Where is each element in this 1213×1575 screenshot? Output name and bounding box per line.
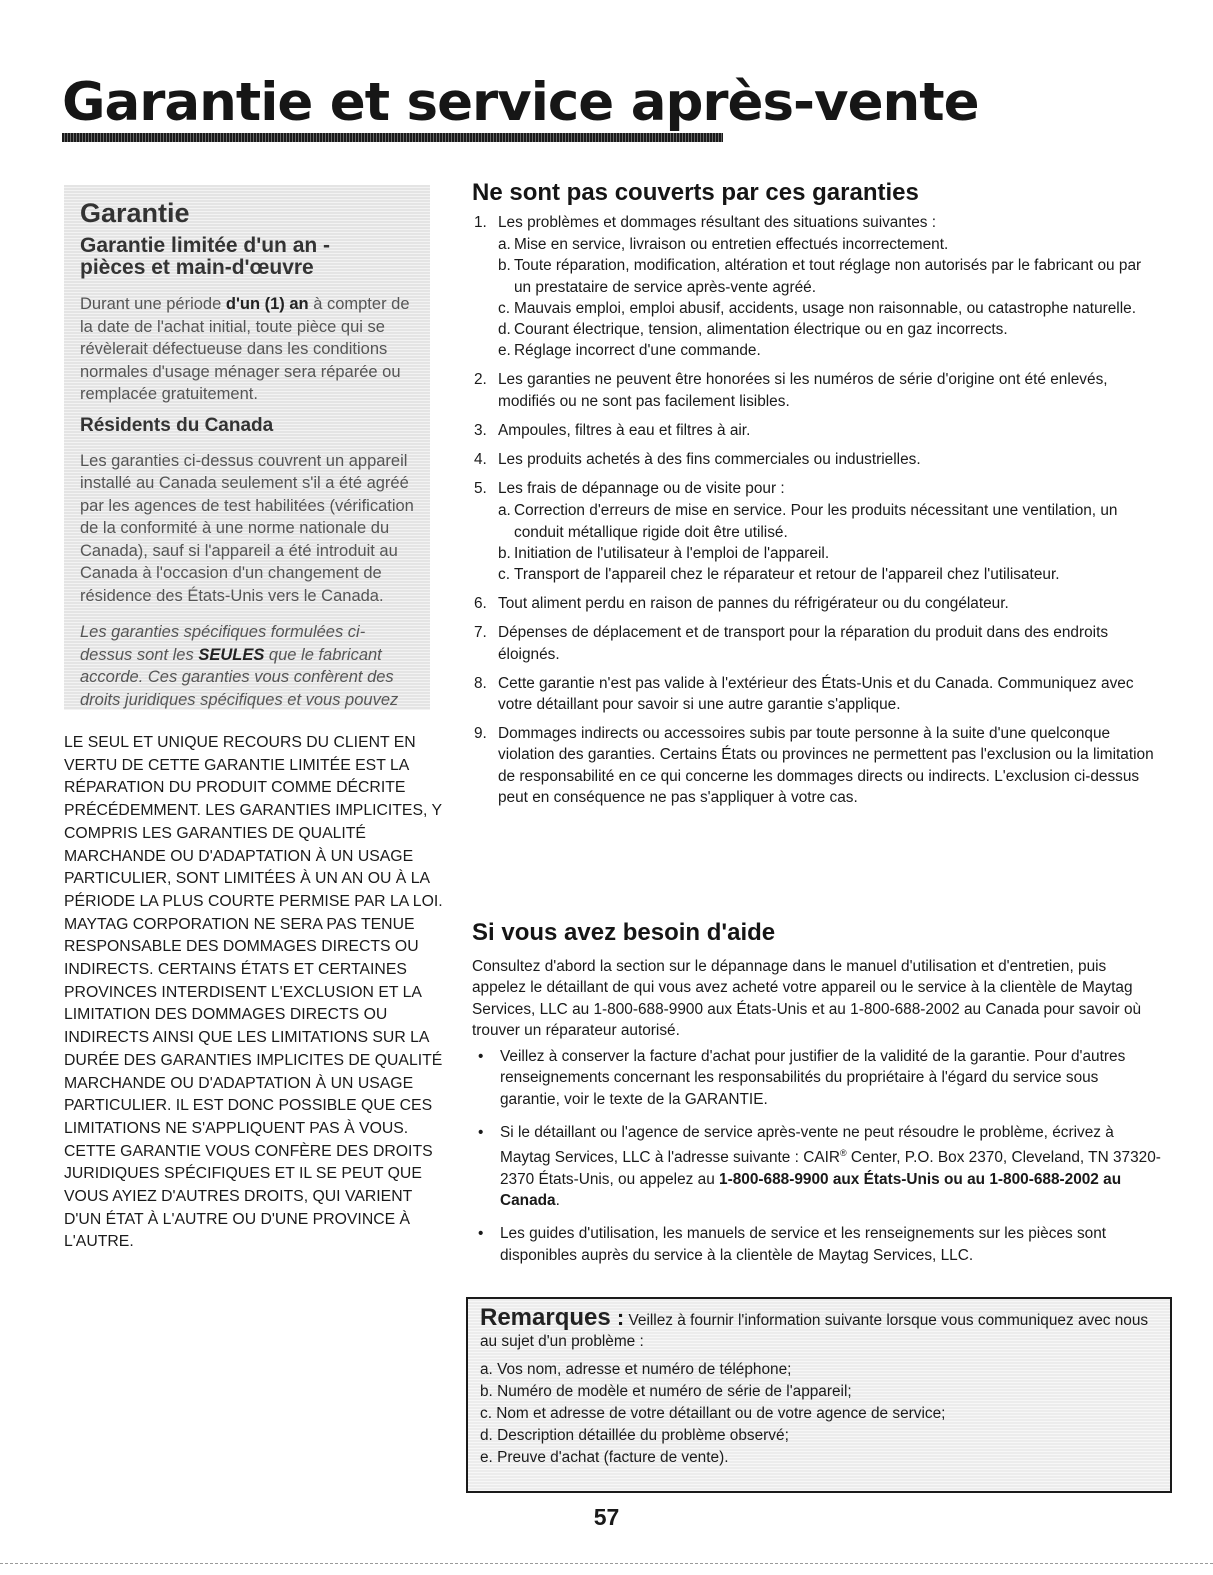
warranty-box-subtitle [80,235,416,279]
exclusions-heading: Ne sont pas couverts par ces garanties [472,179,919,206]
sub-item: a. Correction d'erreurs de mise en service. Pour les produits nécessitant une ventilation, un conduit métallique rigide doit être utilisé. [498,502,1118,541]
list-item: c. Nom et adresse de votre détaillant ou de votre agence de service; [480,1404,946,1422]
warranty-box-title: Garantie [80,198,190,228]
exclusions-list [472,212,1162,816]
subtitle-line-2: pièces et main-d'œuvre [80,256,314,279]
warranty-box [64,185,430,710]
list-item: • Les guides d'utilisation, les manuels de service et les renseignements sur les pièces sont disponibles auprès du service à la clientèle de Maytag Services, LLC. [478,1225,1107,1264]
sub-item: c. Mauvais emploi, emploi abusif, accidents, usage non raisonnable, ou catastrophe naturelle. [498,299,1136,317]
sub-item: d. Courant électrique, tension, alimentation électrique ou en gaz incorrects. [498,321,1008,339]
help-bullet-list [472,1046,1162,1278]
sub-item: b. Toute réparation, modification, altération et tout réglage non autorisés par le fabricant ou par un prestataire de service après-vente agréé. [498,257,1142,296]
list-item: b. Numéro de modèle et numéro de série de l'appareil; [480,1382,852,1400]
notes-label: Remarques [480,1304,611,1331]
bullet-icon: • [478,1225,484,1243]
list-item: a. Vos nom, adresse et numéro de téléphone; [480,1360,792,1378]
list-item: • Si le détaillant ou l'agence de service après-vente ne peut résoudre le problème, écrivez à Maytag Services, LLC à l'adresse suivante : CAIR® Center, P.O. Box 2370, Cleveland, TN 37320-2370 États-Unis, ou appelez au 1-800-688-9900 aux États-Unis ou au 1-800-688-2002 au Canada. [478,1123,1161,1209]
list-item: • Veillez à conserver la facture d'achat pour justifier de la validité de la garantie. Pour d'autres renseignements concernant les responsabilités du propriétaire à l'égard du service sous garantie, voir le texte de la GARANTIE. [478,1048,1126,1108]
specific-warranties-text: Les garanties spécifiques formulées ci-dessus sont les SEULES que le fabricant accorde. Ces garanties vous confèrent des droits juridiques spécifiques et vous pouvez [80,623,399,709]
notes-box [466,1297,1172,1493]
list-item: 5. Les frais de dépannage ou de visite pour : a. Correction d'erreurs de mise en service. Pour les produits nécessitant une ventilation, un conduit métallique rigide doit être utilisé. b. Initiation de l'utilisateur à l'emploi de l'appareil. c. Transport de l'appareil chez le réparateur et retour de l'appareil chez l'utilisateur. [472,478,1162,585]
list-item: 7. Dépenses de déplacement et de transport pour la réparation du produit dans des endroits éloignés. [474,624,1109,663]
list-item: 8. Cette garantie n'est pas valide à l'extérieur des États-Unis et du Canada. Communiquez avec votre détaillant pour savoir si une autre garantie s'applique. [474,674,1134,714]
subtitle-line-1: Garantie limitée d'un an - [80,234,331,257]
sub-list [498,500,1162,585]
list-item: 9. Dommages indirects ou accessoires subis par toute personne à la suite d'une quelconque violation des garanties. Certains États ou provinces ne permettent pas l'exclusion ou la limitation de responsabilité en ce qui concerne les dommages directs ou indirects. L'exclusion ci-dessus peut en conséquence ne pas s'appliquer à votre cas. [474,725,1154,806]
warranty-period-text: Durant une période d'un (1) an à compter de la date de l'achat initial, toute pièce qui se révèlerait défectueuse dans les conditions normales d'usage ménager sera réparée ou remplacée gratuitement. [80,295,410,403]
sub-item: c. Transport de l'appareil chez le réparateur et retour de l'appareil chez l'utilisateur. [498,566,1060,584]
title-rule [62,133,723,142]
sub-item: b. Initiation de l'utilisateur à l'emploi de l'appareil. [498,544,830,562]
bottom-rule [0,1563,1213,1564]
list-item: d. Description détaillée du problème observé; [480,1426,789,1444]
sub-item: a. Mise en service, livraison ou entretien effectués incorrectement. [498,236,949,254]
list-item: 3. Ampoules, filtres à eau et filtres à air. [474,421,751,439]
sub-list [498,234,1162,361]
list-item: 1. Les problèmes et dommages résultant des situations suivantes : a. Mise en service, livraison ou entretien effectués incorrectement. b. Toute réparation, modification, altération et tout réglage non autorisés par le fabricant ou par un prestataire de service après-vente agréé. c. Mauvais emploi, emploi abusif, accidents, usage non raisonnable, ou catastrophe naturelle. d. Courant électrique, tension, alimentation électrique ou en gaz incorrects. e. Réglage incorrect d'une commande. [472,212,1162,361]
page-number: 57 [593,1504,620,1530]
bullet-icon: • [478,1048,484,1065]
list-item: 2. Les garanties ne peuvent être honorées si les numéros de série d'origine ont été enlevés, modifiés ou ne sont pas facilement lisibles. [474,371,1108,410]
notes-list [480,1359,1158,1469]
canada-residents-heading: Résidents du Canada [80,414,274,436]
bullet-icon: • [478,1123,484,1141]
list-item: e. Preuve d'achat (facture de vente). [480,1448,729,1466]
canada-residents-text: Les garanties ci-dessus couvrent un appareil installé au Canada seulement s'il a été agréé par les agences de test habilitées (vérification de la conformité à une norme nationale du Canada), sauf si l'appareil a été introduit au Canada à l'occasion d'un changement de résidence des États-Unis vers le Canada. [80,451,414,605]
help-heading: Si vous avez besoin d'aide [472,919,776,946]
list-item: 4. Les produits achetés à des fins commerciales ou industrielles. [474,451,921,469]
help-intro-text: Consultez d'abord la section sur le dépannage dans le manuel d'utilisation et d'entretien, puis appelez le détaillant de qui vous avez acheté votre appareil ou le service à la clientèle de Maytag Services, LLC au 1-800-688-9900 aux États-Unis et au 1-800-688-2002 au Canada pour savoir où trouver un réparateur autorisé. [472,958,1142,1040]
sub-item: e. Réglage incorrect d'une commande. [498,342,761,360]
notes-intro: Remarques : Veillez à fournir l'information suivante lorsque vous communiquez avec nous au sujet d'un problème : [480,1304,1149,1351]
page-title: Garantie et service après-vente [62,72,979,133]
limitation-of-remedies-text: LE SEUL ET UNIQUE RECOURS DU CLIENT EN VERTU DE CETTE GARANTIE LIMITÉE EST LA RÉPARATION DU PRODUIT COMME DÉCRITE PRÉCÉDEMMENT. LES GARANTIES IMPLICITES, Y COMPRIS LES GARANTIES DE QUALITÉ MARCHANDE OU D'ADAPTATION À UN USAGE PARTICULIER, SONT LIMITÉES À UN AN OU À LA PÉRIODE LA PLUS COURTE PERMISE PAR LA LOI. MAYTAG CORPORATION NE SERA PAS TENUE RESPONSABLE DES DOMMAGES DIRECTS OU INDIRECTS. CERTAINS ÉTATS ET CERTAINES PROVINCES INTERDISENT L'EXCLUSION ET LA LIMITATION DES DOMMAGES DIRECTS OU INDIRECTS AINSI QUE LES LIMITATIONS SUR LA DURÉE DES GARANTIES IMPLICITES DE QUALITÉ MARCHANDE OU D'ADAPTATION À UN USAGE PARTICULIER. IL EST DONC POSSIBLE QUE CES LIMITATIONS NE S'APPLIQUENT PAS À VOUS. CETTE GARANTIE VOUS CONFÈRE DES DROITS JURIDIQUES SPÉCIFIQUES ET IL SE PEUT QUE VOUS AYIEZ D'AUTRES DROITS, QUI VARIENT D'UN ÉTAT À L'AUTRE OU D'UNE PROVINCE À L'AUTRE. [64,734,443,1251]
list-item: 6. Tout aliment perdu en raison de pannes du réfrigérateur ou du congélateur. [474,595,1009,613]
